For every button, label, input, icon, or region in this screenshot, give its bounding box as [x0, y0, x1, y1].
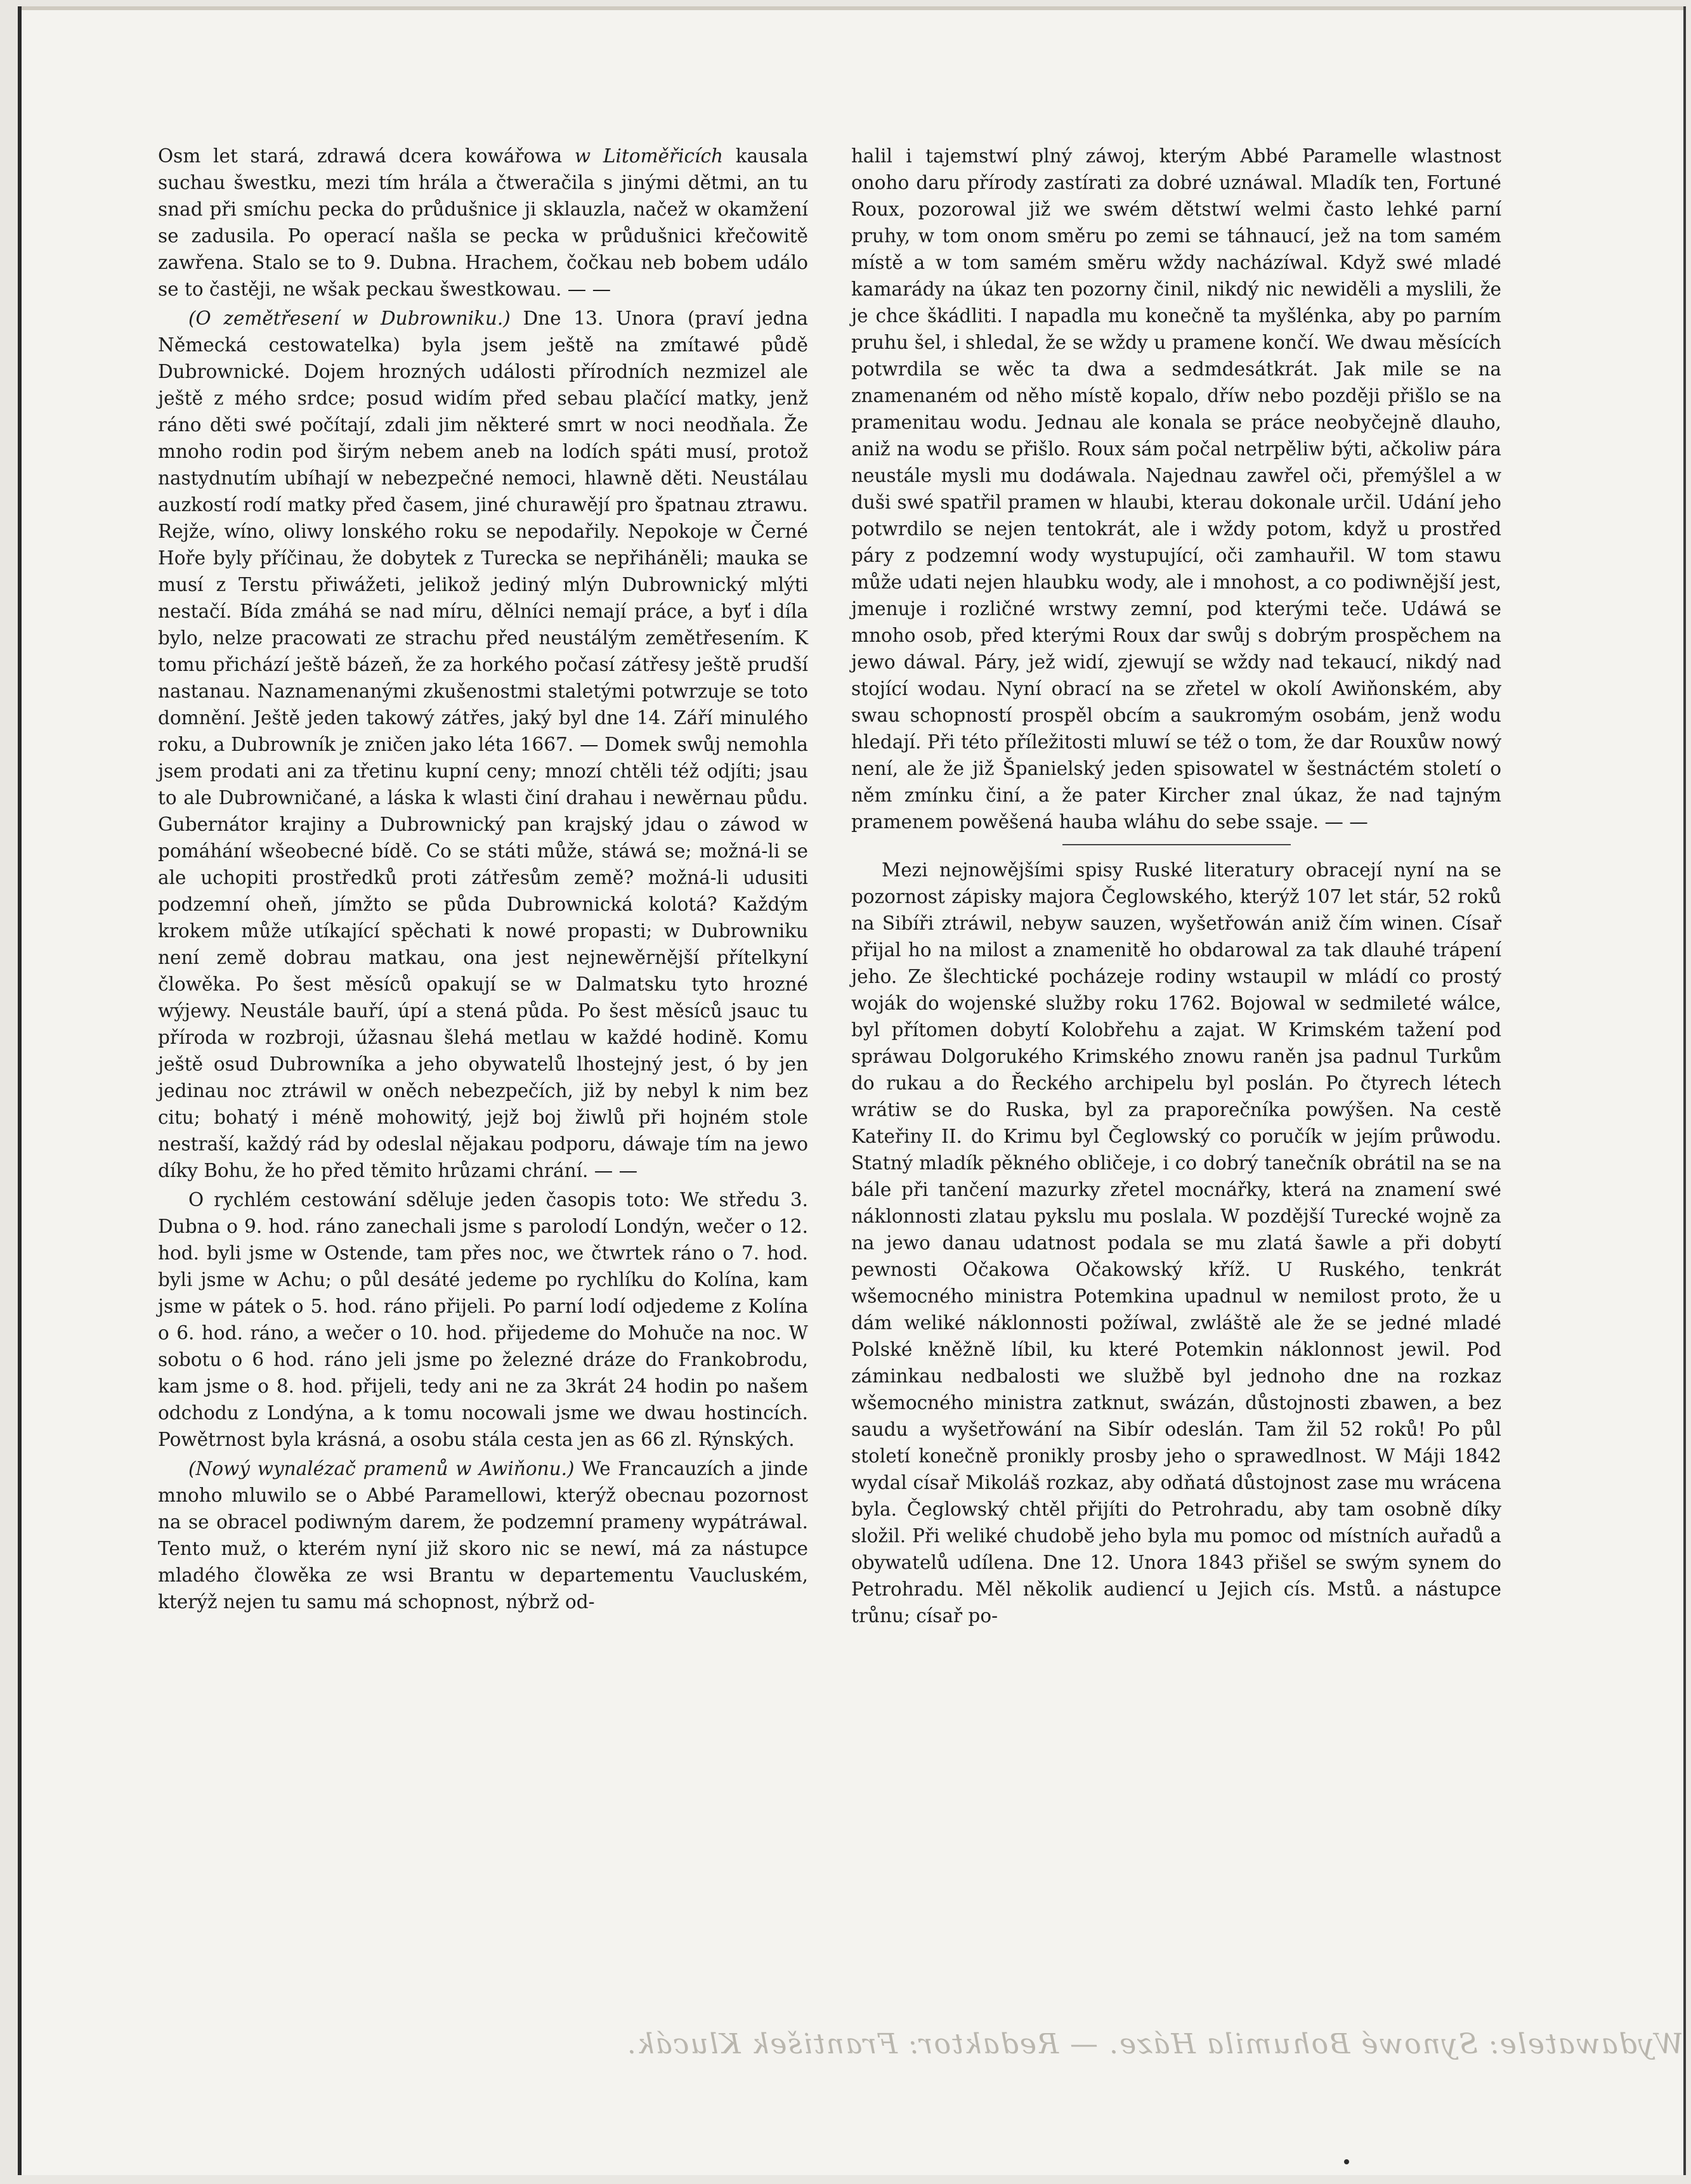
article-major-ceglowski	[851, 857, 1501, 1629]
paragraph-text: O rychlém cestowání sděluje jeden časopis toto: We středu 3. Dubna o 9. hod. ráno zanechali jsme s parolodí Londýn, wečer o 12. hod. byli jsme w Ostende, tam přes noc, we čtwrtek ráno o 7. hod. byli jsme w Achu; o půl desáté jedeme po rychlíku do Kolína, kam jsme w pátek o 5. hod. ráno přijeli. Po parní lodí odjedeme z Kolína o 6. hod. ráno, a wečer o 10. hod. přijedeme do Mohuče na noc. W sobotu o 6 hod. ráno jeli jsme po železné dráze do Frankobrodu, kam jsme o 8. hod. přijeli, tedy ani ne za 3krát 24 hodin po našem odchodu z Londýna, a k tomu nocowali jsme we dwau hostincích. Powětrnost byla krásná, a osobu stála cesta jen as 66 zl. Rýnských.	[158, 1189, 808, 1450]
article-heading: (Nowý wynalézač pramenů w Awiňonu.)	[188, 1458, 575, 1479]
place-name: w Litoměřicích	[574, 145, 724, 167]
bleed-through-footer: Wydawatele: Synowé Bohumila Háze. — Redaktor: František Klucák.	[625, 2028, 1683, 2060]
article-child-peach-stone	[158, 143, 808, 302]
paragraph-text: Mezi nejnowějšími spisy Ruské literatury obracejí nyní na se pozornost zápisky majora Čeglowského, kterýž 107 let stár, 52 roků na Sibíři ztráwil, nebyw sauzen, wyšetřowán aniž čím winen. Císař přijal ho na milost a znamenitě ho obdarowal za tak dlauhé trápení jeho. Ze šlechtické pocházeje rodiny wstaupil w mládí co prostý woják do wojenské služby roku 1762. Bojowal w sedmileté wálce, byl přítomen dobytí Kolobřehu a zajat. W Krimském tažení pod spráwau Dolgorukého Krimského znowu raněn jsa padnul Turkům do rukau a do Řeckého archipelu byl poslán. Po čtyrech létech wrátiw se do Ruska, byl za praporečníka powýšen. Na cestě Kateřiny II. do Krimu byl Čeglowský co poručík w jejím průwodu. Statný mladík pěkného obličeje, i co dobrý tanečník obrátil na se na bále při tančení mazurky zřetel mocnářky, která na znamení swé náklonnosti zlatau pykslu mu poslala. W pozdější Turecké wojně za na jewo danau udatnost podala se mu zlatá šawle a při dobytí pewnosti Očakowa Očakowský kříž. U Ruského, tenkrát wšemocného ministra Potemkina upadnul w nemilost proto, že u dám weliké náklonnosti požíwal, zwláště ale že se jedné mladé Polské kněžně líbil, ku které Potemkin náklonnost jewil. Pod záminkau nedbalosti we službě byl jednoho dne na rozkaz wšemocného ministra zatknut, swázán, důstojnosti zbawen, a bez saudu a wyšetřowání na Sibír odeslán. Tam žil 52 roků! Po půl století konečně pronikly prosby jeho o sprawedlnost. W Máji 1842 wydal císař Mikoláš rozkaz, aby odňatá důstojnost zase mu wrácena byla. Čeglowský chtěl přijíti do Petrohradu, aby tam osobně díky složil. Při weliké chudobě jeho byla mu pomoc od místních auřadů a obywatelů udílena. Dne 12. Unora 1843 přišel se swým synem do Petrohradu. Měl několik audiencí u Jejich cís. Mstů. a nástupce trůnu; císař po-	[851, 859, 1501, 1627]
paragraph-text: Dne 13. Unora (praví jedna Německá cestowatelka) byla jsem ještě na zmítawé půdě Dubrownické. Dojem hrozných události přírodních nezmizel ale ještě z mého srdce; posud widím před sebau plačící matky, jenž ráno děti swé počítají, zdali jim některé smrt w noci neodňala. Že mnoho rodin pod širým nebem aneb na lodích spáti musí, protož nastydnutím ubíhají w nebezpečné nemoci, hlawně děti. Neustálau auzkostí rodí matky před časem, jiné churawějí pro špatnau ztrawu. Rejže, wíno, oliwy lonského roku se nepodařily. Nepokoje w Černé Hoře byly příčinau, že dobytek z Turecka se nepřihánělі; mauka se musí z Terstu přiwážeti, jelikož jediný mlýn Dubrownický mlýti nestačí. Bída zmáhá se nad míru, dělníci nemají práce, a byť i díla bylo, nelze pracowati ze strachu před neustálým zemětřesením. K tomu přichází ještě bázeň, že za horkého počasí zátřesy ještě prudší nastanau. Naznamenanými zkušenostmi staletými potwrzuje se toto domnění. Ještě jeden takowý zátřes, jaký byl dne 14. Září minulého roku, a Dubrowník je zničen jako léta 1667. — Domek swůj nemohla jsem prodati ani za třetinu kupní ceny; mnozí chtěli též odjíti; jsau to ale Dubrowničané, a láska k wlasti činí drahau i newěrnau půdu. Gubernátor krajiny a Dubrownický pan krajský jdau o záwod w pomáhání wšeobecné bídě. Co se státi může, stáwá se; možná-li se ale uchopiti prostředků proti zátřesům země? možná-li udusiti podzemní oheň, jímžto se půda Dubrownická kolotá? Každým krokem může utíkající spěchati k nowé propasti; w Dubrowniku není země dobrau matkau, ona jest nejnewěrnější přítelkyní člowěka. Po šest měsíců opakují se w Dalmatsku tyto hrozné wýjewy. Neustále bauří, úpí a stená půda. Po šest měsíců jsauc tu příroda w rozbroji, úžasnau šlehá metlau w každé hodině. Komu ještě osud Dubrowníka a jeho obywatelů lhostejný jest, ó by jen jedinau noc ztráwil w oněch nebezpečích, již by nebyl k nim bez citu; bohatý i méně mohowitý, jejž boj žiwlů při hojném stole nestraší, každý rád by odeslal nějakau podporu, dáwaje tím na jewo díky Bohu, že ho před těmito hrůzami chrání. — —	[158, 308, 808, 1181]
paragraph-text: halil i tajemstwí plný záwoj, kterým Abbé Paramelle wlastnost onoho daru přírody zastírati za dobré uznáwal. Mladík ten, Fortuné Roux, pozorowal již we swém dětstwí welmi často lehké parní pruhy, w tom onom směru po zemi se táhnaucí, jež na tom samém místě a w tom samém směru wždy nacházíwal. Když swé mladé kamarády na úkaz ten pozorny činil, nikdý nic newiděli a myslili, že je chce škádliti. I napadla mu konečně ta myšlénka, aby po parním pruhu šel, i shledal, že se wždy u pramene končí. We dwau měsících potwrdila se wěc ta dwa a sedmdesátkrát. Jak mile se na znamenaném od něho místě kopalo, dříw nebo později přišlo se na pramenitau wodu. Jednau ale konala se práce neobyčejně dlauho, aniž na wodu se přišlo. Roux sám počal netrpěliw býti, ačkoliw pára neustále mysli mu dodáwala. Najednau zawřel oči, přemýšlel a w duši swé spatřil pramen w hlaubi, kterau dokonale určil. Udání jeho potwrdilo se nejen tentokrát, ale i wždy potom, když u prostřed páry z podzemní wody wystupující, oči zamhauřil. W tom stawu může udati nejen hlaubku wody, ale i mnohost, a co podiwnější jest, jmenuje i rozličné wrstwy zemní, pod kterými teče. Udáwá se mnoho osob, před kterými Roux dar swůj s dobrým prospěchem na jewo dáwal. Páry, jež widí, zjewují se wždy nad tekaucí, nikdý nad stojící wodau. Nyní obrací na se zřetel w okolí Awiňonském, aby swau schopností prospěl obcím a saukromým osobám, jenž wodu hledají. Při této příležitosti mluwí se též o tom, že dar Rouxůw nowý není, ale že již Španielský jeden spisowatel w šestnáctém století o něm zmínku činí, a že pater Kircher znal úkaz, že nad tajným pramenem powěšená hauba wláhu do sebe ssaje. — —	[851, 145, 1501, 833]
paragraph-text: We Francauzích a jinde mnoho mluwilo se o Abbé Paramellowi, kterýž obecnau pozornost na se obracel podiwným darem, že podzemní prameny wypátráwal. Tento muž, o kterém nyní již skoro nic se newí, má za nástupce mladého člowěka ze wsi Brantu w departementu Vaucluském, kterýž nejen tu samu má schopnost, nýbrž od-	[158, 1458, 808, 1613]
right-column	[851, 143, 1501, 1632]
section-divider	[1062, 844, 1291, 845]
newspaper-page	[18, 6, 1686, 2175]
ink-speck	[1344, 2159, 1349, 2164]
article-spring-finder-continued	[851, 143, 1501, 835]
article-dubrovnik-earthquake	[158, 305, 808, 1184]
article-spring-finder	[158, 1455, 808, 1615]
scan-edge	[22, 6, 1683, 10]
left-column	[158, 143, 808, 1618]
paragraph-text: kausala suchau šwestku, mezi tím hrála a čtweračila s jinými dětmi, an tu snad při smíchu pecka do průdušnice ji sklauzla, načež w okamžení se zadusila. Po operací našla se pecka w průdušnici křečowitě zawřena. Stalo se to 9. Dubna. Hrachem, čočkau neb bobem událo se to častěji, ne wšak peckau šwestkowau. — —	[158, 145, 808, 300]
paragraph-text: Osm let stará, zdrawá dcera kowářowa	[158, 145, 563, 167]
article-rapid-travel	[158, 1186, 808, 1453]
article-heading: (O zemětřesení w Dubrowniku.)	[188, 308, 511, 329]
